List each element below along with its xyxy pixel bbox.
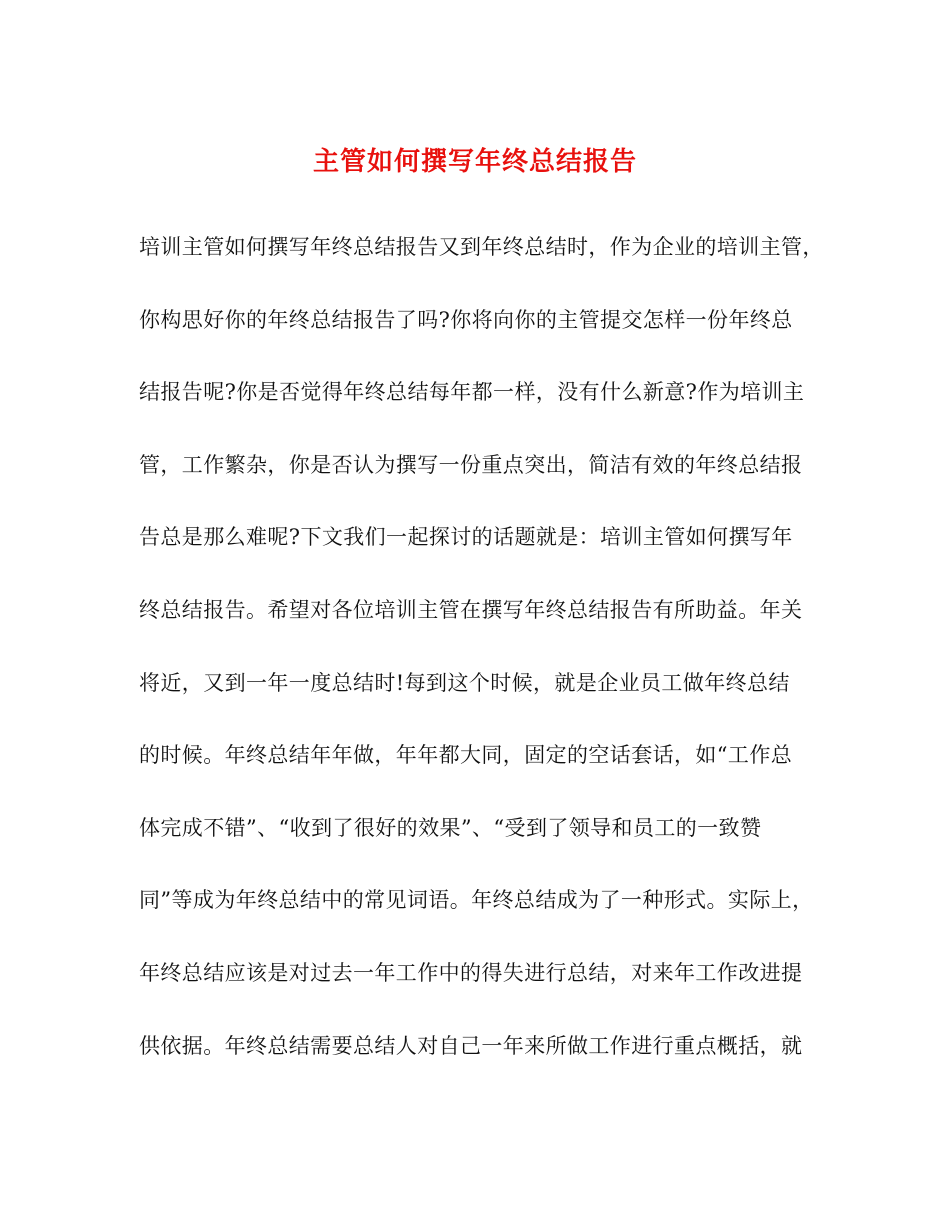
body-line: 年终总结应该是对过去一年工作中的得失进行总结，对来年工作改进提 (139, 960, 803, 985)
body-line: 将近，又到一年一度总结时!每到这个时候，就是企业员工做年终总结 (139, 670, 790, 695)
document-title: 主管如何撰写年终总结报告 (312, 147, 637, 177)
body-line: 同”等成为年终总结中的常见词语。年终总结成为了一种形式。实际上， (139, 888, 814, 913)
body-line: 培训主管如何撰写年终总结报告又到年终总结时，作为企业的培训主管， (139, 235, 824, 259)
body-line: 供依据。年终总结需要总结人对自己一年来所做工作进行重点概括，就 (139, 1033, 803, 1058)
body-line: 的时候。年终总结年年做，年年都大同，固定的空话套话，如“工作总 (139, 743, 793, 768)
body-line: 管，工作繁杂，你是否认为撰写一份重点突出，简洁有效的年终总结报 (139, 452, 803, 477)
body-line: 告总是那么难呢?下文我们一起探讨的话题就是：培训主管如何撰写年 (139, 525, 793, 550)
body-line: 终总结报告。希望对各位培训主管在撰写年终总结报告有所助益。年关 (139, 597, 803, 622)
document-body (139, 225, 839, 1096)
body-line: 结报告呢?你是否觉得年终总结每年都一样，没有什么新意?作为培训主 (139, 380, 805, 405)
body-line: 你构思好你的年终总结报告了吗?你将向你的主管提交怎样一份年终总 (139, 307, 793, 332)
body-line: 体完成不错”、“收到了很好的效果”、“受到了领导和员工的一致赞 (139, 815, 762, 840)
